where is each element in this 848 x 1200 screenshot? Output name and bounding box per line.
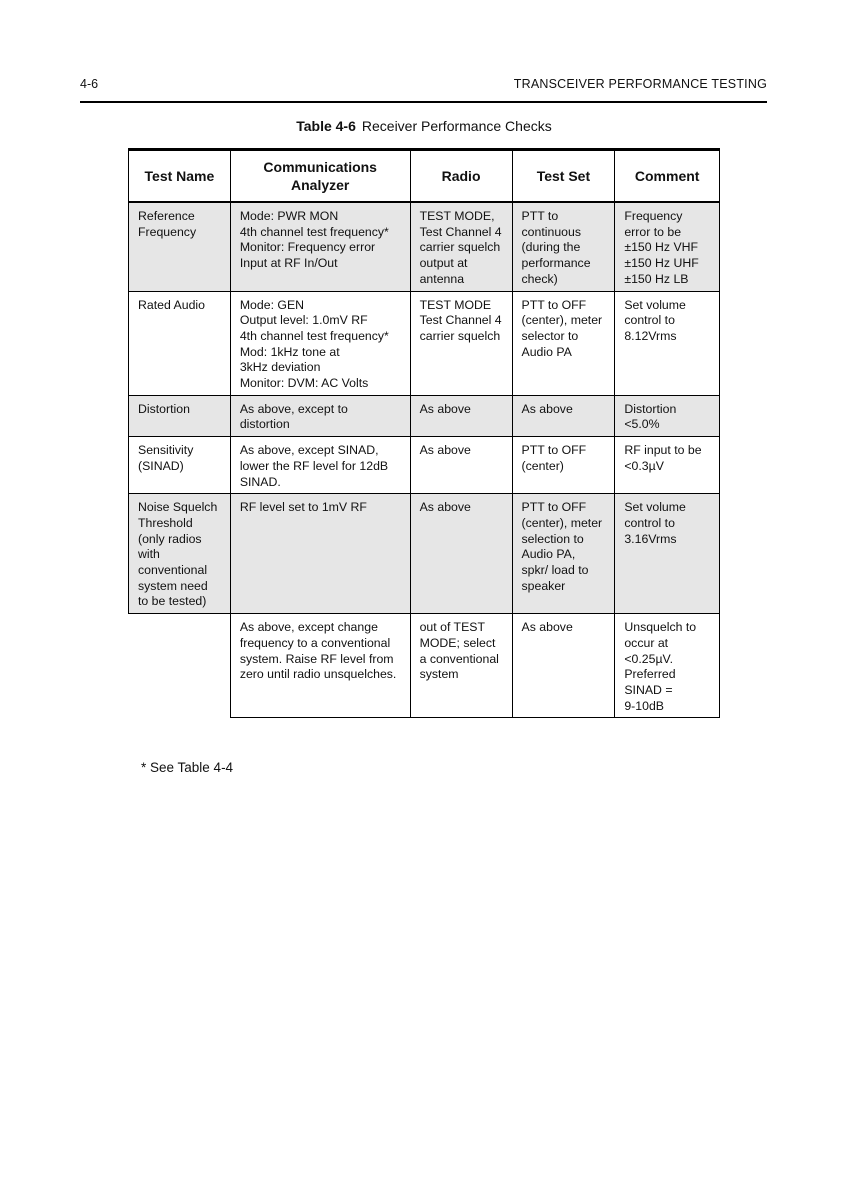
cell-line: Mode: PWR MON: [239, 209, 339, 223]
table-row: [129, 202, 720, 291]
cell-line: Frequency: [138, 224, 197, 239]
cell-line: carrier squelch: [419, 240, 501, 255]
cell-line: Threshold: [138, 515, 193, 530]
cell-line: Monitor: Frequency error: [239, 240, 376, 255]
cell-line: As above: [419, 401, 471, 416]
cell-comment: [615, 395, 720, 436]
cell-line: distortion: [239, 417, 290, 432]
cell-line: <0.3µV: [624, 458, 664, 473]
cell-line: SINAD.: [239, 474, 281, 489]
cell-radio: [410, 202, 512, 291]
table-caption: [0, 118, 848, 134]
column-header: Radio: [410, 150, 512, 203]
cell-line: system. Raise RF level from: [239, 651, 394, 666]
cell-comment: [615, 291, 720, 395]
cell-line: (SINAD): [138, 458, 184, 473]
cell-test-name: [129, 395, 231, 436]
cell-line: Noise Squelch: [138, 500, 218, 515]
cell-line: As above: [521, 401, 573, 416]
cell-line: system: [419, 667, 459, 682]
cell-comment: [615, 437, 720, 494]
cell-line: As above, except change: [239, 620, 378, 635]
cell-line: TEST MODE,: [419, 209, 495, 223]
cell-line: Distortion: [624, 401, 677, 416]
cell-line: <5.0%: [624, 417, 660, 432]
cell-radio: [410, 437, 512, 494]
cell-line: frequency to a conventional: [239, 635, 391, 650]
cell-line: check): [521, 271, 558, 286]
column-header: Test Name: [129, 150, 231, 203]
cell-test-set: [512, 395, 615, 436]
column-header: Test Set: [512, 150, 615, 203]
cell-line: As above: [521, 620, 573, 635]
cell-radio: [410, 291, 512, 395]
cell-test-name: [129, 494, 231, 614]
cell-analyzer: [230, 494, 410, 614]
cell-analyzer: [230, 614, 410, 718]
cell-comment: [615, 494, 720, 614]
cell-line: spkr/ load to: [521, 563, 589, 578]
cell-line: selection to: [521, 531, 584, 546]
cell-line: <0.25µV.: [624, 651, 674, 666]
cell-line: Test Channel 4: [419, 313, 502, 328]
cell-line: 9-10dB: [624, 698, 664, 713]
cell-line: Sensitivity: [138, 443, 194, 458]
cell-line: conventional: [138, 563, 208, 578]
cell-line: control to: [624, 313, 675, 328]
table-label: Table 4-6: [296, 118, 356, 134]
cell-line: SINAD =: [624, 682, 673, 697]
cell-line: As above: [419, 443, 471, 458]
cell-line: antenna: [419, 271, 465, 286]
cell-line: out of TEST: [419, 620, 485, 635]
cell-line: PTT to OFF: [521, 500, 587, 515]
cell-line: 4th channel test frequency*: [239, 224, 389, 239]
cell-comment: [615, 614, 720, 718]
cell-line: PTT to OFF: [521, 297, 587, 312]
cell-line: occur at: [624, 635, 669, 650]
cell-test-set: [512, 494, 615, 614]
cell-line: MODE; select: [419, 635, 496, 650]
cell-radio: [410, 494, 512, 614]
receiver-performance-table: [128, 148, 720, 718]
cell-analyzer: [230, 291, 410, 395]
table-title: Receiver Performance Checks: [361, 118, 552, 134]
cell-line: 8.12Vrms: [624, 328, 677, 343]
cell-line: 3.16Vrms: [624, 531, 677, 546]
cell-line: Audio PA,: [521, 547, 576, 562]
cell-line: 4th channel test frequency*: [239, 328, 389, 343]
cell-line: speaker: [521, 578, 566, 593]
cell-line: As above, except to: [239, 401, 348, 416]
cell-line: error to be: [624, 224, 682, 239]
cell-line: ±150 Hz LB: [624, 271, 689, 286]
cell-line: Preferred: [624, 667, 676, 682]
cell-line: PTT to: [521, 209, 559, 223]
cell-line: with: [138, 547, 160, 562]
column-header: Comment: [615, 150, 720, 203]
footnote: * See Table 4-4: [141, 760, 234, 775]
cell-line: system need: [138, 578, 208, 593]
table-row: [129, 614, 720, 718]
cell-line: Distortion: [138, 401, 190, 416]
cell-line: output at: [419, 256, 468, 271]
cell-analyzer: [230, 395, 410, 436]
cell-line: Reference: [138, 209, 195, 223]
table-header-row: [129, 150, 720, 203]
cell-line: lower the RF level for 12dB: [239, 458, 389, 473]
cell-line: RF level set to 1mV RF: [239, 500, 367, 515]
cell-line: performance: [521, 256, 591, 271]
cell-test-set: [512, 202, 615, 291]
cell-line: As above, except SINAD,: [239, 443, 379, 458]
cell-line: (only radios: [138, 531, 202, 546]
cell-line: Set volume: [624, 500, 686, 515]
cell-line: (during the: [521, 240, 581, 255]
cell-line: Input at RF In/Out: [239, 256, 338, 271]
cell-line: Mod: 1kHz tone at: [239, 344, 340, 359]
cell-line: (center), meter: [521, 313, 603, 328]
cell-line: Mode: GEN: [239, 297, 305, 312]
cell-line: Set volume: [624, 297, 686, 312]
cell-radio: [410, 395, 512, 436]
cell-test-name: [129, 202, 231, 291]
cell-line: ±150 Hz UHF: [624, 256, 699, 271]
page-number: 4-6: [80, 77, 99, 91]
table-row: [129, 291, 720, 395]
cell-analyzer: [230, 202, 410, 291]
cell-line: carrier squelch: [419, 328, 501, 343]
table-row: [129, 395, 720, 436]
cell-line: Unsquelch to: [624, 620, 697, 635]
cell-line: Frequency: [624, 209, 683, 223]
cell-test-set: [512, 437, 615, 494]
cell-test-set: [512, 291, 615, 395]
table-row: [129, 494, 720, 614]
cell-line: to be tested): [138, 594, 207, 609]
cell-line: control to: [624, 515, 675, 530]
section-title: TRANSCEIVER PERFORMANCE TESTING: [513, 77, 767, 91]
cell-test-name: [129, 291, 231, 395]
cell-line: Test Channel 4: [419, 224, 502, 239]
cell-comment: [615, 202, 720, 291]
cell-line: Output level: 1.0mV RF: [239, 313, 368, 328]
cell-line: selector to: [521, 328, 579, 343]
cell-line: TEST MODE: [419, 297, 492, 312]
cell-radio: [410, 614, 512, 718]
table-row: [129, 437, 720, 494]
cell-line: Rated Audio: [138, 297, 206, 312]
cell-line: (center), meter: [521, 515, 603, 530]
cell-line: a conventional: [419, 651, 499, 666]
column-header: Communications Analyzer: [230, 150, 410, 203]
cell-line: (center): [521, 458, 564, 473]
page-header: [80, 77, 767, 103]
cell-line: 3kHz deviation: [239, 360, 321, 375]
cell-line: RF input to be: [624, 443, 702, 458]
cell-line: ±150 Hz VHF: [624, 240, 699, 255]
cell-line: As above: [419, 500, 471, 515]
cell-line: continuous: [521, 224, 581, 239]
cell-analyzer: [230, 437, 410, 494]
cell-test-set: [512, 614, 615, 718]
cell-line: PTT to OFF: [521, 443, 587, 458]
cell-line: Audio PA: [521, 344, 572, 359]
cell-line: zero until radio unsquelches.: [239, 667, 397, 682]
cell-line: Monitor: DVM: AC Volts: [239, 376, 369, 391]
cell-test-name: [129, 614, 231, 718]
cell-test-name: [129, 437, 231, 494]
